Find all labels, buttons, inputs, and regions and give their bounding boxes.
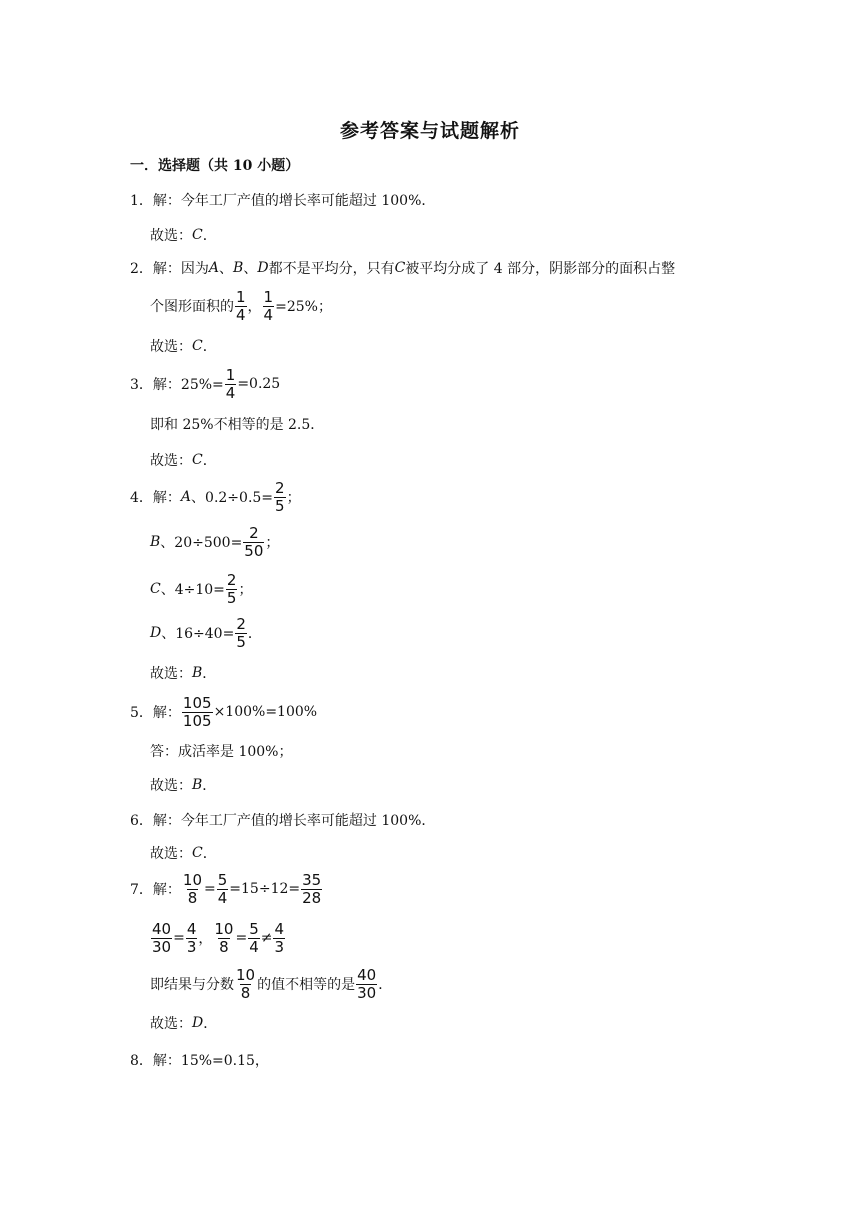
- fraction-denominator: 4: [225, 383, 236, 402]
- fraction-denominator: 30: [152, 937, 172, 956]
- text-segment: =: [235, 930, 248, 946]
- fraction: [235, 616, 247, 651]
- fraction-denominator: 5: [236, 632, 246, 651]
- option-letter: B: [192, 777, 203, 793]
- solution-line: [130, 1040, 269, 1080]
- fraction-denominator: 8: [187, 888, 198, 907]
- text-segment: ．: [202, 846, 217, 862]
- text-segment: ．: [202, 666, 217, 682]
- solution-line: [150, 918, 286, 958]
- fraction: [182, 872, 203, 907]
- fraction-numerator: 2: [226, 570, 237, 589]
- text-segment: 故选：: [150, 778, 192, 794]
- option-letter: D: [257, 260, 269, 276]
- solution-line: [150, 404, 324, 444]
- fraction-numerator: 4: [274, 919, 285, 938]
- text-segment: 、: [219, 261, 234, 277]
- option-letter: C: [192, 452, 203, 468]
- fraction-numerator: 1: [225, 365, 236, 384]
- fraction-numerator: 1: [236, 287, 246, 306]
- fraction-denominator: 8: [219, 937, 229, 956]
- text-segment: 的值不相等的是: [257, 977, 356, 993]
- fraction-numerator: 10: [236, 965, 256, 984]
- option-letter: C: [192, 227, 203, 243]
- fraction: [356, 967, 377, 1002]
- solution-line: [150, 964, 392, 1004]
- solution-line: [130, 869, 323, 909]
- fraction: [151, 921, 172, 956]
- text-segment: ．: [378, 977, 393, 993]
- solution-line: [130, 364, 280, 404]
- option-letter: C: [394, 260, 406, 276]
- fraction: [248, 921, 260, 956]
- text-segment: ；: [238, 582, 253, 598]
- text-segment: =0.25: [237, 376, 281, 392]
- fraction-numerator: 2: [236, 614, 246, 633]
- solution-line: [130, 477, 301, 517]
- text-segment: ；: [286, 490, 301, 506]
- fraction-denominator: 5: [275, 496, 285, 515]
- fraction-denominator: 5: [226, 588, 237, 607]
- fraction-denominator: 4: [249, 937, 259, 956]
- text-segment: 6．解：今年工厂产值的增长率可能超过 100%．: [130, 813, 436, 829]
- option-letter: A: [208, 260, 220, 276]
- text-segment: 答：成活率是 100%；: [150, 744, 293, 760]
- option-letter: B: [192, 665, 203, 681]
- option-letter: B: [150, 534, 161, 550]
- fraction-denominator: 30: [357, 983, 377, 1002]
- fraction: [235, 289, 247, 324]
- text-segment: 、4÷10=: [160, 582, 225, 598]
- solution-line: [150, 522, 279, 562]
- fraction-denominator: 4: [217, 888, 228, 907]
- fraction-numerator: 10: [214, 919, 234, 938]
- option-letter: C: [150, 581, 161, 597]
- fraction-denominator: 105: [182, 711, 212, 730]
- option-letter: D: [192, 1015, 204, 1031]
- text-segment: 即和 25%不相等的是 2.5．: [150, 417, 325, 433]
- fraction-numerator: 5: [249, 919, 259, 938]
- solution-line: [130, 180, 435, 220]
- fraction: [225, 367, 237, 402]
- text-segment: 故选：: [150, 228, 192, 244]
- fraction: [273, 921, 285, 956]
- fraction: [274, 480, 286, 515]
- fraction-denominator: 4: [263, 305, 274, 324]
- text-segment: ．: [202, 453, 217, 469]
- section-heading: 一．选择题（共 10 小题）: [130, 158, 300, 174]
- text-segment: 即结果与分数: [150, 977, 234, 993]
- fraction-denominator: 50: [244, 541, 264, 560]
- text-segment: ．: [247, 626, 262, 642]
- option-letter: B: [233, 260, 244, 276]
- text-segment: 故选：: [150, 666, 192, 682]
- solution-line: [150, 286, 332, 326]
- fraction: [301, 872, 322, 907]
- fraction-numerator: 10: [182, 870, 203, 889]
- fraction: [186, 921, 198, 956]
- solution-line: [150, 569, 252, 609]
- text-segment: ，: [198, 931, 213, 947]
- fraction-numerator: 5: [217, 870, 228, 889]
- fraction-denominator: 3: [186, 937, 197, 956]
- text-segment: 8．解：15%=0.15，: [130, 1053, 269, 1069]
- text-segment: 、20÷500=: [160, 535, 243, 551]
- solution-line: [150, 326, 217, 366]
- fraction: [226, 572, 238, 607]
- option-letter: C: [192, 338, 203, 354]
- fraction-denominator: 4: [236, 305, 246, 324]
- text-segment: =: [204, 881, 216, 897]
- text-segment: 、: [243, 261, 258, 277]
- solution-line: [130, 248, 675, 288]
- text-segment: ，: [247, 299, 262, 315]
- fraction-numerator: 1: [263, 287, 274, 306]
- text-segment: =: [173, 930, 185, 946]
- solution-line: [150, 653, 216, 693]
- fraction-numerator: 2: [249, 523, 259, 542]
- text-segment: ；: [265, 535, 280, 551]
- text-segment: 3．解：25%=: [130, 377, 224, 393]
- fraction: [263, 289, 275, 324]
- text-segment: ．: [202, 228, 217, 244]
- text-segment: 故选：: [150, 1016, 192, 1032]
- option-letter: D: [150, 625, 162, 641]
- fraction: [235, 967, 256, 1002]
- solution-line: [150, 613, 262, 653]
- text-segment: ．: [202, 339, 217, 355]
- fraction-denominator: 8: [240, 983, 251, 1002]
- text-segment: ≠: [260, 930, 273, 946]
- text-segment: 、16÷40=: [161, 626, 235, 642]
- fraction: [217, 872, 229, 907]
- text-segment: 故选：: [150, 339, 192, 355]
- fraction-denominator: 3: [274, 937, 285, 956]
- text-segment: ×100%=100%: [213, 704, 318, 720]
- option-letter: A: [180, 489, 192, 505]
- fraction-numerator: 40: [152, 919, 172, 938]
- solution-line: [150, 440, 217, 480]
- text-segment: 1．解：今年工厂产值的增长率可能超过 100%．: [130, 193, 436, 209]
- fraction: [213, 921, 234, 956]
- fraction-denominator: 28: [302, 888, 322, 907]
- text-segment: 个图形面积的: [150, 299, 234, 315]
- text-segment: ．: [203, 1016, 218, 1032]
- text-segment: =25%；: [275, 299, 332, 315]
- fraction: [182, 695, 213, 730]
- text-segment: 7．解：: [130, 882, 181, 898]
- text-segment: 5．解：: [130, 705, 181, 721]
- fraction-numerator: 40: [357, 965, 377, 984]
- text-segment: =15÷12=: [229, 881, 301, 897]
- solution-line: [150, 765, 216, 805]
- fraction-numerator: 105: [182, 693, 212, 712]
- solution-line: [150, 1003, 217, 1043]
- text-segment: 被平均分成了 4 部分，阴影部分的面积占整: [405, 261, 676, 277]
- fraction: [243, 525, 264, 560]
- option-letter: C: [192, 845, 203, 861]
- fraction-numerator: 2: [275, 478, 285, 497]
- text-segment: 故选：: [150, 453, 192, 469]
- fraction-numerator: 4: [186, 919, 197, 938]
- text-segment: 故选：: [150, 846, 192, 862]
- text-segment: 2．解：因为: [130, 261, 209, 277]
- page-title: 参考答案与试题解析: [339, 120, 520, 142]
- text-segment: ．: [202, 778, 217, 794]
- text-segment: 4．解：: [130, 490, 181, 506]
- text-segment: 都不是平均分，只有: [268, 261, 395, 277]
- solution-line: [150, 833, 217, 873]
- text-segment: 、0.2÷0.5=: [191, 490, 274, 506]
- solution-line: [130, 692, 317, 732]
- fraction-numerator: 35: [302, 870, 322, 889]
